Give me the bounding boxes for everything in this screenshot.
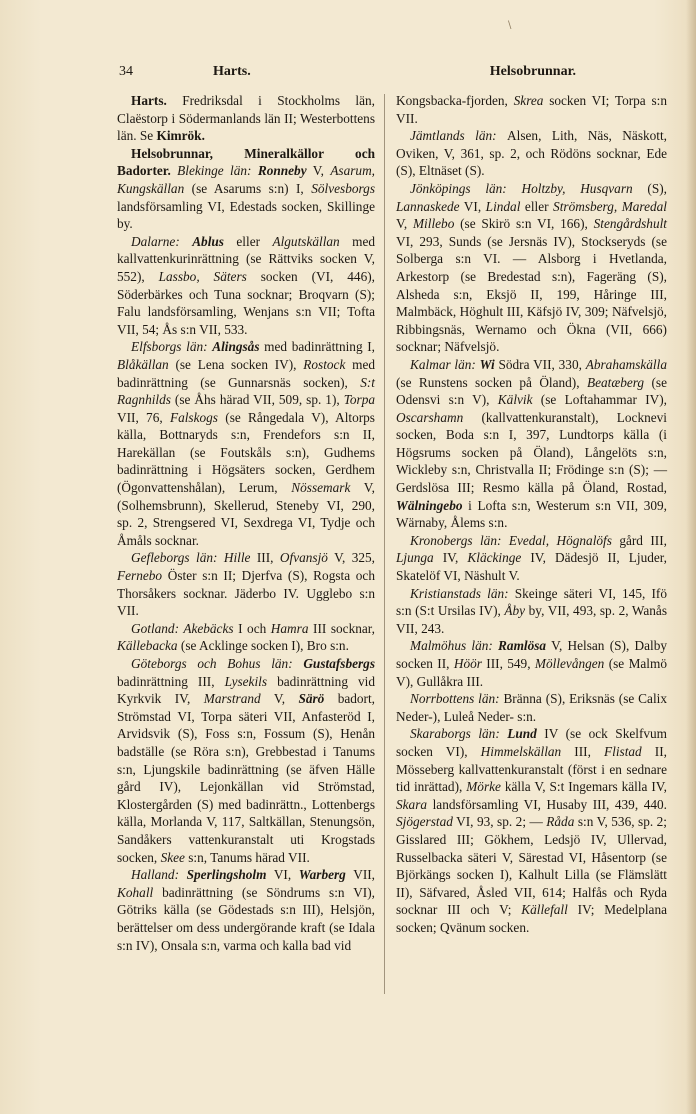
section-norrbotten: Norrbottens län: Bränna (S), Eriksnäs (se Calix Neder-), Luleå Neder- s:n. [396,691,667,724]
section-jamtland: Jämtlands län: Alsen, Lith, Näs, Näskott, Oviken, V, 361, sp. 2, och Rödöns socknar, Ede (S), Eltnäset (S). [396,128,668,179]
section-halland: Halland: Sperlingsholm VI, Warberg VII, Kohall badinrättning (se Söndrums s:n VI), Götriks källa (se Gödestads s:n III), Helsjön, berättelser om dess undergörande kraft (se Idala s:n IV), Onsala s:n, varma och kalla bad vid [117,867,375,953]
left-column [117,92,375,954]
section-gotland: Gotland: Akebäcks I och Hamra III socknar, Källebacka (se Acklinge socken I), Bro s:n. [117,620,375,654]
section-kronoberg: Kronobergs län: Evedal, Högnalöfs gård III, Ljunga IV, Kläckinge IV, Dädesjö II, Ljuder, Skatelöf VI, Näshult V. [396,532,667,584]
right-column [396,92,667,937]
section-malmohus: Malmöhus län: Ramlösa V, Helsan (S), Dalby socken II, Höör III, 549, Möllevången (se Malmö V), Gullåkra III. [396,638,667,689]
section-dalarne: Dalarne: Ablus eller Algutskällan med kallvattenkurinrättning (se Rättviks socken V, 552), Lassbo, Säters socken (VI, 446), Söderbärkes och Tuna socknar; Broqvarn (S); Falu landsförsamling, Wenjans s:n VII; Tofta VII, 54; Ås s:n VII, 533. [117,233,376,337]
entry-helsobrunnar: Helsobrunnar, Mineralkällor och Badorter. Blekinge län: Ronneby V, Asarum, Kungskällan (se Asarums s:n) I, Sölvesborgs landsförsamling VI, Edestads socken, Skillinge by. [117,145,376,232]
page-mark: \ [508,20,512,31]
right-running-head: Helsobrunnar. [489,64,576,79]
section-kristianstad: Kristianstads län: Skeinge säteri VI, 145, Ifö s:n (S:t Ursilas IV), Åby by, VII, 493, sp. 2, Wanås VII, 243. [396,585,667,636]
section-skaraborg: Skaraborgs län: Lund IV (se ock Skelfvum socken VI), Himmelskällan III, Flistad II, Mösseberg kallvattenkuranstalt (först i en sednare tid inrättad), Mörke källa V, S:t Ingemars källa IV, Skara landsförsamling VI, Husaby III, 439, 440. Sjögerstad VI, 93, sp. 2; — Råda s:n V, 536, sp. 2; Gisslared III; Gökhem, Ledsjö IV, Ullervad, Russelbacka säteri V, Särestad VI, Håsentorp (se Björkängs socken I), Kalhult Lilla (se Flämslätt II), Säfvared, Åsled VII, 614; Halfås och Ryda socknar III och V; Källefall IV; Medelplana socken; Qvänum socken. [396,726,668,935]
running-head [117,64,576,86]
section-gefleborg: Gefleborgs län: Hille III, Ofvansjö V, 325, Fernebo Öster s:n II; Djerfva (S), Rogsta och Thorsåkers socknar. Jäderbo IV. Ugglebo s:n VII. [117,550,375,619]
section-kalmar: Kalmar län: Wi Södra VII, 330, Abrahamskälla (se Runstens socken på Öland), Beatæberg (se Odensvi s:n V), Kälvik (se Loftahammar IV), Oscarshamn (kallvattenkuranstalt), Locknevi socken, Boda s:n I, 397, Lundtorps källa (i Högsrums socken på Öland), Långelöts s:n, Wickleby s:n, Christvalla II; Frödinge s:n (S); — Gerdslösa III; Resmo källa på Öland, Rostad, Wälningebo i Lofta s:n, Westerum s:n VII, 309, Wärnaby, Ålems s:n. [396,356,667,531]
page-edge-shadow [686,0,696,1114]
page-number: 34 [119,64,133,79]
continuation-halland: Kongsbacka-fjorden, Skrea socken VI; Torpa s:n VII. [396,93,667,126]
column-rule [384,94,385,994]
section-elfsborg: Elfsborgs län: Alingsås med badinrättning I, Blåkällan (se Lena socken IV), Rostock med badinrättning (se Gunnarsnäs socken), S:t Ragnhilds (se Åhs härad VII, 509, sp. 1), Torpa VII, 76, Falskogs (se Rångedala V), Altorps källa, Bottnaryds s:n, Frendefors s:n II, Harekällan (se Foutskåls s:n), Gudhems badinrättning i Högsäters socken, Gerdhem (Ögonvattenshålan), Lerum, Nössemark V, (Solhemsbrunn), Skellerud, Steneby VI, 290, sp. 2, Strengsered VI, Sexdrega VI, Tydje och Åmåls socknar. [117,339,376,548]
section-jonkoping: Jönköpings län: Holtzby, Husqvarn (S), Lannaskede VI, Lindal eller Strömsberg, Maredal V, Millebo (se Skirö s:n VI, 166), Stengårdshult VI, 293, Sunds (se Jersnäs IV), Stockseryds (se Solberga s:n VI. — Alsborg i Hvetlanda, Arkestorp (se Bredestad s:n), Fageräng (S), Alsheda s:n, Eksjö II, 199, Håringe III, Malmbäck, Höghult III, Käfsjö IV, 309; Näfvelsjö, Ribbingsnäs, Wernamo och Ökna (VII, 666) socknar; Näfvelsjö. [396,180,667,355]
section-goteborg-bohus: Göteborgs och Bohus län: Gustafsbergs badinrättning III, Lysekils badinrättning vid Kyrkvik IV, Marstrand V, Särö badort, Strömstad VI, Torpa säteri VII, Anfasteröd I, Arvidsvik (S), Foss s:n, Fossum (S), Henån badställe (se Röra s:n), Grebbestad i Tanums s:n, Ljungskile badinrättning (se äfven Hälle gård IV), Lejonkällan vid Strömstad, Klostergården (S) med badinrättn., Lottenbergs källa, Morlanda V, 117, Saltkällan, Stenungsön, Sandåkers vattenkuranstalt uti Krogstads socken, Skee s:n, Tanums härad VII. [117,656,376,865]
left-running-head: Harts. [213,64,251,79]
entry-harts: Harts. Fredriksdal i Stockholms län, Claëstorp i Södermanlands län II; Westerbottens län. Se Kimrök. [117,93,375,144]
